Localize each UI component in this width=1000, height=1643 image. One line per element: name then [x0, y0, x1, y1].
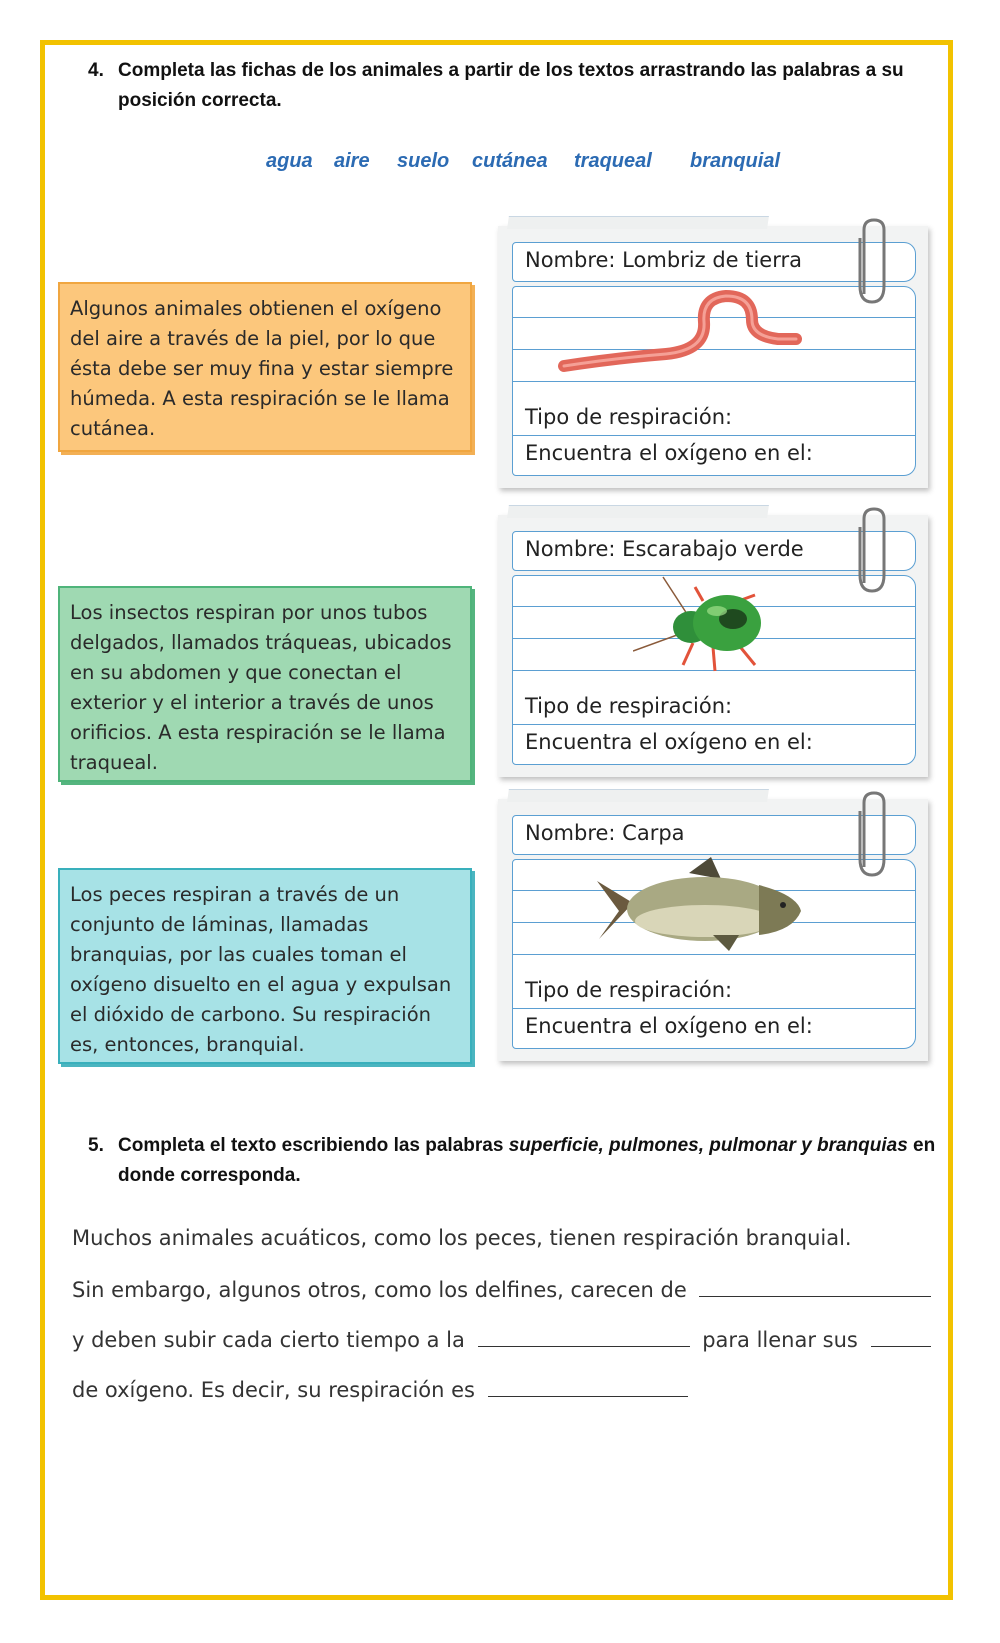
word-suelo[interactable]: suelo	[397, 150, 450, 172]
card-beetle	[498, 515, 934, 777]
card-line	[513, 724, 915, 725]
paragraph-line-2-text: Sin embargo, algunos otros, como los delfines, carecen de	[72, 1278, 687, 1302]
carp-image	[593, 851, 813, 961]
paragraph-line-3	[72, 1326, 942, 1352]
word-cutanea[interactable]: cutánea	[472, 150, 548, 172]
paragraph-line-4	[72, 1376, 942, 1402]
paragraph-line-3b-text: para llenar sus	[702, 1328, 858, 1352]
drop-zone-medio[interactable]	[813, 1014, 905, 1040]
earthworm-image	[556, 284, 806, 389]
card-tipo-label: Tipo de respiración:	[525, 978, 733, 1002]
word-aire[interactable]: aire	[334, 150, 370, 172]
question-5-text-before: Completa el texto escribiendo las palabras	[118, 1135, 509, 1156]
beetle-image	[633, 573, 773, 683]
blank-field-4[interactable]	[488, 1376, 688, 1397]
paperclip-icon	[852, 505, 892, 595]
card-tipo-label: Tipo de respiración:	[525, 694, 733, 718]
paragraph-line-1	[72, 1226, 942, 1250]
question-5	[88, 1131, 948, 1191]
question-4-number: 4.	[88, 60, 104, 81]
card-line	[513, 435, 915, 436]
paragraph-line-2	[72, 1276, 942, 1302]
paragraph-line-3a-text: y deben subir cada cierto tiempo a la	[72, 1328, 465, 1352]
paperclip-icon	[852, 216, 892, 306]
drop-zone-medio[interactable]	[813, 730, 905, 756]
drop-zone-medio[interactable]	[813, 441, 905, 467]
blank-field-2[interactable]	[478, 1326, 690, 1347]
card-encuentra-label: Encuentra el oxígeno en el:	[525, 441, 813, 465]
blank-field-1[interactable]	[699, 1276, 931, 1297]
card-name-label: Nombre: Carpa	[525, 821, 685, 845]
question-5-text-after: en donde corresponda.	[118, 1135, 936, 1186]
word-traqueal[interactable]: traqueal	[574, 150, 652, 172]
card-worm	[498, 226, 934, 488]
card-encuentra-label: Encuentra el oxígeno en el:	[525, 1014, 813, 1038]
question-4-text: Completa las fichas de los animales a partir de los textos arrastrando las palabras a su posición correcta.	[118, 60, 904, 111]
card-encuentra-label: Encuentra el oxígeno en el:	[525, 730, 813, 754]
text-branchial: Los peces respiran a través de un conjunto de láminas, llamadas branquias, por las cuales toman el oxígeno disuelto en el agua y expulsan el dióxido de carbono. Su respiración es, entonces, branquial.	[58, 868, 472, 1064]
card-carp	[498, 799, 934, 1061]
question-5-number: 5.	[88, 1135, 104, 1156]
question-5-text	[118, 1131, 948, 1191]
paperclip-icon	[852, 789, 892, 879]
word-agua[interactable]: agua	[266, 150, 313, 172]
word-branquial[interactable]: branquial	[690, 150, 781, 172]
paragraph-line-1-text: Muchos animales acuáticos, como los peces, tienen respiración branquial.	[72, 1226, 852, 1250]
question-4	[88, 56, 948, 116]
drop-zone-tipo[interactable]	[743, 978, 905, 1004]
text-tracheal: Los insectos respiran por unos tubos delgados, llamados tráqueas, ubicados en su abdomen y que conectan el exterior y el interior a través de unos orificios. A esta respiración se le llama traqueal.	[58, 586, 472, 782]
drop-zone-tipo[interactable]	[743, 694, 905, 720]
text-cutaneous: Algunos animales obtienen el oxígeno del aire a través de la piel, por lo que ésta debe ser muy fina y estar siempre húmeda. A esta respiración se le llama cutánea.	[58, 282, 472, 452]
card-tipo-label: Tipo de respiración:	[525, 405, 733, 429]
drop-zone-tipo[interactable]	[743, 405, 905, 431]
blank-field-3[interactable]	[871, 1326, 931, 1347]
card-line	[513, 1008, 915, 1009]
question-5-words: superficie, pulmones, pulmonar y branquias	[508, 1135, 908, 1156]
card-name-label: Nombre: Lombriz de tierra	[525, 248, 802, 272]
card-name-label: Nombre: Escarabajo verde	[525, 537, 804, 561]
paragraph-line-4-text: de oxígeno. Es decir, su respiración es	[72, 1378, 475, 1402]
